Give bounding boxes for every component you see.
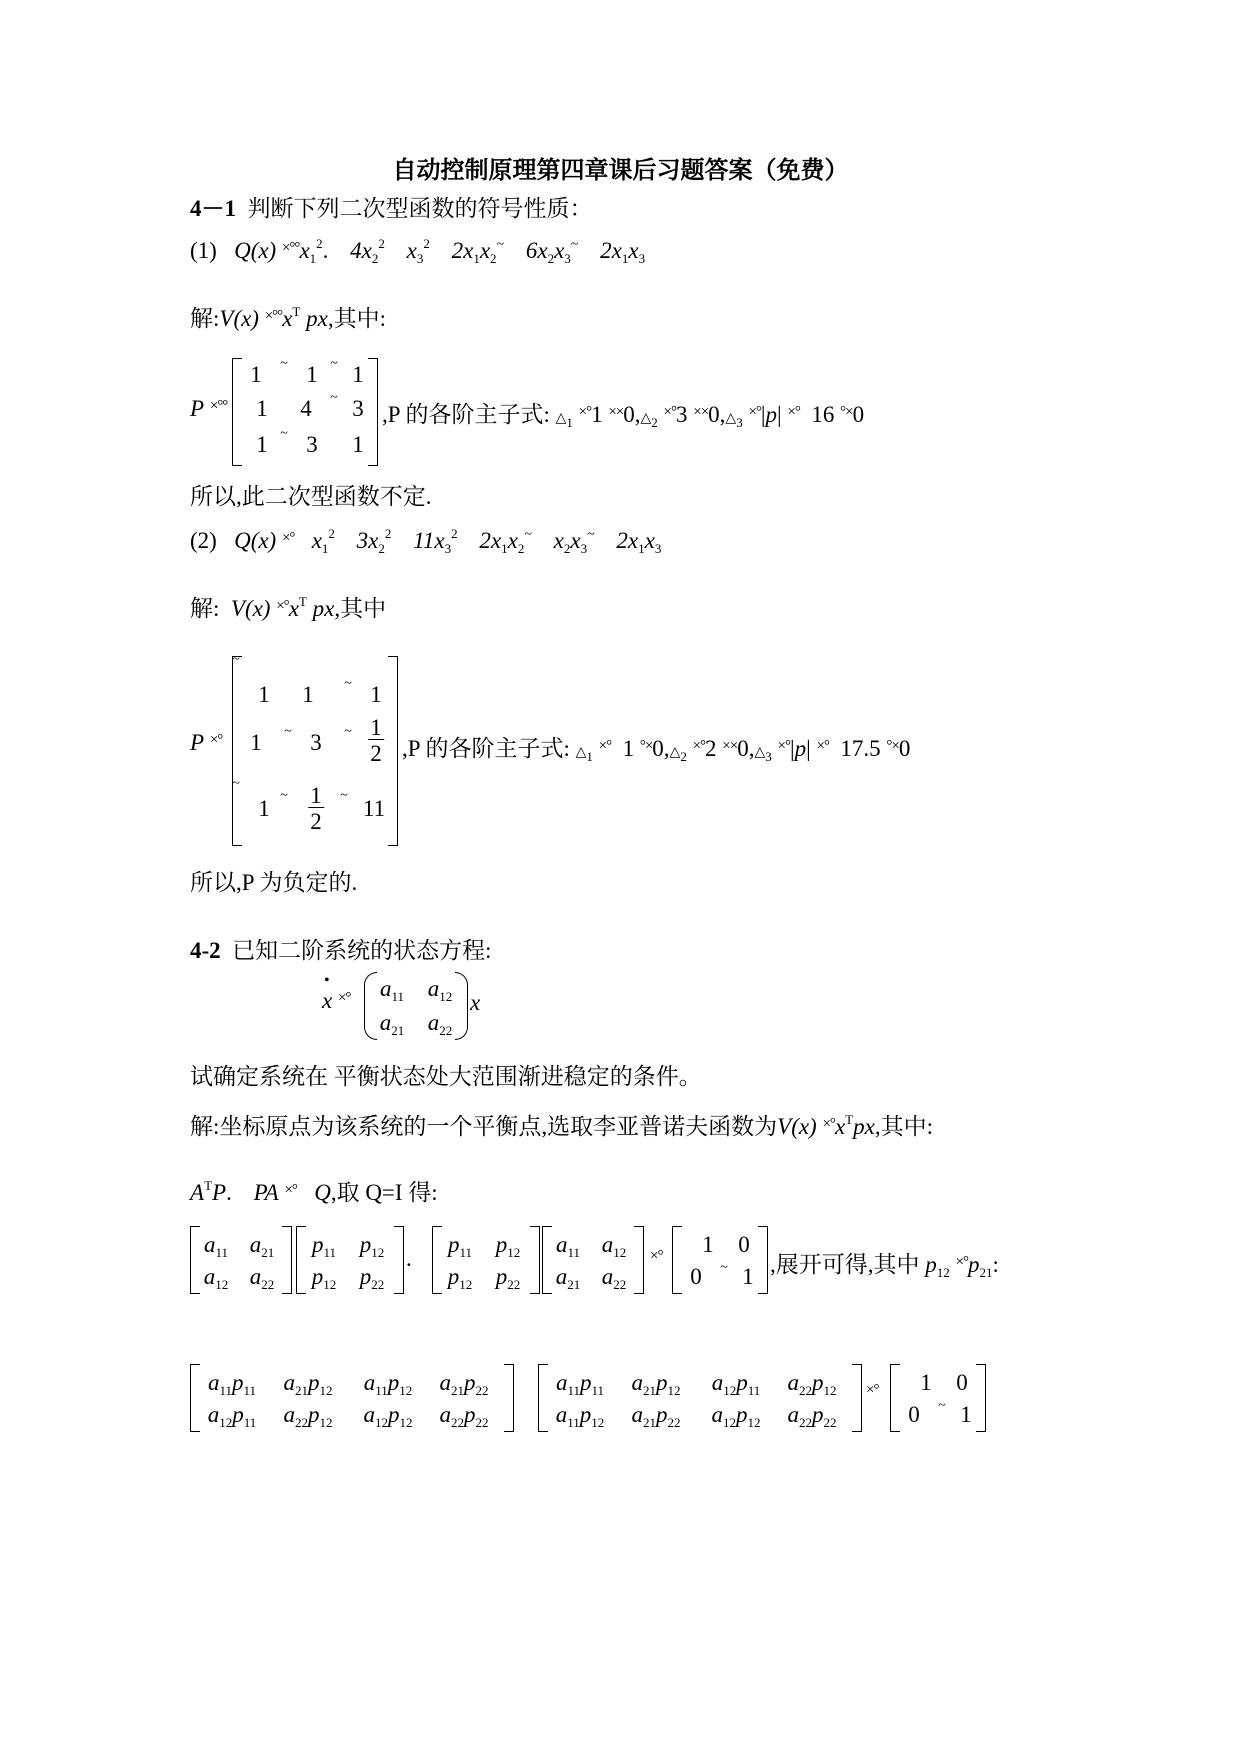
matrix-cell: $a_{22}p_{12}$ xyxy=(283,1402,333,1430)
term: 2x xyxy=(600,238,622,263)
quadratic-form-2: (2) Q(x) ×° $x_1^2$ $3x_2^2$ $11x_3^2$ $2x_1x_2^\sim$ $x_2x_3^\sim$ $2x_1x_3$ xyxy=(190,526,662,556)
matrix-cell: $a_{22}$ xyxy=(427,1010,453,1038)
conclusion-2: 所以,P 为负定的. xyxy=(190,870,358,895)
minor-value: 0 xyxy=(898,736,911,761)
matrix-cell: $a_{21}$ xyxy=(249,1232,275,1260)
matrix-cell: 1 xyxy=(256,396,268,421)
matrix-cell: $a_{11}p_{12}$ xyxy=(555,1402,605,1430)
sol-prefix: 解: xyxy=(190,596,220,621)
minor-value: 2 xyxy=(705,736,717,761)
matrix-cell: $p_{12}$ xyxy=(447,1264,473,1292)
term: x xyxy=(311,528,322,553)
principal-minors-2: ,P 的各阶主子式: $\triangle_1$ ×° 1 $^{^\circ\times}0,\triangle_2$ ×°2 $^{\times\times}0,\triangle_3$ ×°|p| ×° 17.5 °×0 xyxy=(402,736,911,764)
matrix-cell: 3 xyxy=(306,432,318,457)
matrix-cell: $a_{12}$ xyxy=(601,1232,627,1260)
term: 11x xyxy=(413,528,445,553)
identity-matrix: 1 0 0 ~ 1 xyxy=(672,1226,768,1294)
matrix-cell: 1 xyxy=(352,362,364,387)
principal-minors-1: ,P 的各阶主子式: $\triangle_1$ ×°1 $^{\times\times}0,\triangle_2$ ×°3 $^{\times\times}0,\triangle_3$ ×°|p| ×° 16 °×0 xyxy=(382,402,865,430)
q-symbol: Q xyxy=(314,1180,331,1205)
matrix-cell: 1 xyxy=(250,730,262,755)
term: 2x xyxy=(451,238,474,263)
state-matrix xyxy=(364,972,468,1040)
matrix-cell: $p_{12}$ xyxy=(495,1232,521,1260)
term: 3x xyxy=(356,528,379,553)
matrix-2: ~ 1 1 ~ 1 1 ~ 3 ~ $\frac{1}{2}$ ~ 1 ~ $\frac{1}{2}$ ~ 11 xyxy=(232,656,398,846)
lyapunov-equation: $A^TP$. PA ×° Q,取 Q=I 得: xyxy=(190,1178,438,1205)
matrix-cell: $a_{22}$ xyxy=(601,1264,627,1292)
minor-value: 3 xyxy=(676,402,688,427)
p-symbol: P xyxy=(190,730,205,755)
minors-text: ,P 的各阶主子式: xyxy=(382,402,550,427)
matrix-p xyxy=(296,1226,404,1294)
matrix-cell: $p_{22}$ xyxy=(495,1264,521,1292)
term: 4x xyxy=(350,238,372,263)
minor-value: 17.5 xyxy=(840,736,881,761)
matrix-cell: $a_{21}p_{22}$ xyxy=(631,1402,681,1430)
problem-label: 4-2 xyxy=(190,938,221,963)
matrix-cell: 0 xyxy=(738,1232,750,1257)
minor-value: 0, xyxy=(652,736,670,761)
matrix-cell: $a_{11}$ xyxy=(203,1232,229,1260)
problem-text: 判断下列二次型函数的符号性质： xyxy=(247,196,593,221)
problem-label: 4－1 xyxy=(190,196,236,221)
a-symbol: A xyxy=(190,1180,205,1205)
solution-1-intro: 解:V(x) $^{\times^\circ^\circ}x^T$ px,其中: xyxy=(190,304,386,331)
conclusion-1: 所以,此二次型函数不定. xyxy=(190,484,432,509)
v-function: V(x) xyxy=(777,1114,817,1139)
problem-text: 已知二阶系统的状态方程: xyxy=(232,938,492,963)
sol-prefix: 解: xyxy=(190,306,220,331)
sol-expr: x xyxy=(282,306,293,331)
identity-matrix: 1 0 0 ~ 1 xyxy=(890,1364,986,1432)
term: 6x xyxy=(525,238,548,263)
problem-4-1-heading xyxy=(190,190,593,223)
matrix-a xyxy=(542,1226,644,1294)
item-label: (1) xyxy=(190,238,217,263)
x-dot: • x xyxy=(322,972,333,1013)
matrix-cell: 1 xyxy=(250,362,262,387)
p21-symbol: p xyxy=(967,1252,980,1277)
fraction xyxy=(308,784,324,833)
matrix-cell: $a_{21}p_{12}$ xyxy=(631,1370,681,1398)
matrix-cell: 1 xyxy=(742,1264,754,1289)
expand-text: ,展开可得,其中 $p_{12}$ $^{\times^\circ}p_{21}$: xyxy=(770,1252,999,1280)
matrix-cell: 0 xyxy=(690,1264,702,1289)
matrix-cell: 1 xyxy=(302,682,314,707)
matrix-cell: 1 xyxy=(258,796,270,821)
matrix-cell: $p_{12}$ xyxy=(359,1232,385,1260)
state-equation-lhs: • x ×° xyxy=(322,972,351,1013)
matrix-a-transpose xyxy=(190,1226,292,1294)
problem-4-2-heading xyxy=(190,932,492,965)
matrix-cell: 1 xyxy=(258,682,270,707)
expanded-matrix-1 xyxy=(190,1364,514,1432)
denominator: 2 xyxy=(310,809,322,834)
sol-expr: x xyxy=(288,596,299,621)
minor-value: 1 xyxy=(591,402,603,427)
matrix-cell: $a_{12}p_{11}$ xyxy=(207,1402,257,1430)
matrix-1: 1 ~ 1 ~ 1 1 4 ~ 3 1 ~ 3 1 xyxy=(232,358,378,466)
minor-value: 0 xyxy=(852,402,865,427)
matrix-cell: $a_{11}$ xyxy=(555,1232,581,1260)
p-symbol: P xyxy=(212,1180,227,1205)
matrix-cell: 4 xyxy=(300,396,312,421)
page-title: 自动控制原理第四章课后习题答案（免费） xyxy=(392,158,849,184)
q-function: Q(x) xyxy=(234,238,277,263)
plus-glyph: . xyxy=(406,1246,412,1271)
matrix-cell: 3 xyxy=(310,730,322,755)
matrix-cell: $a_{11}p_{11}$ xyxy=(207,1370,257,1398)
matrix-cell: 0 xyxy=(908,1402,920,1427)
matrix-cell: 11 xyxy=(362,796,386,821)
matrix-cell: $a_{12}$ xyxy=(427,976,453,1004)
minor-value: 0, xyxy=(737,736,755,761)
expanded-matrix-2 xyxy=(538,1364,862,1432)
matrix-cell: $a_{12}p_{11}$ xyxy=(711,1370,761,1398)
matrix-cell: 1 xyxy=(370,682,382,707)
matrix-cell: $a_{12}$ xyxy=(203,1264,229,1292)
matrix-cell: 3 xyxy=(352,396,364,421)
equals-glyph: ×° xyxy=(650,1248,663,1264)
x-symbol: x xyxy=(322,988,333,1013)
matrix-cell: $a_{22}p_{12}$ xyxy=(787,1370,837,1398)
matrix-1-label: P ×°° xyxy=(190,396,228,421)
sol-px: px xyxy=(306,306,328,331)
solution-2-intro: 解: V(x) $^{\times^\circ}x^T$ px,其中 xyxy=(190,594,387,621)
matrix-cell: $a_{21}p_{22}$ xyxy=(439,1370,489,1398)
matrix-cell: 1 xyxy=(960,1402,972,1427)
minor-value: 0, xyxy=(623,402,641,427)
item-label: (2) xyxy=(190,528,217,553)
sol-px: px xyxy=(312,596,335,621)
quadratic-form-1: (1) Q(x) $^{\times^\circ^\circ}x_1^2$. $4x_2^2$ $x_3^2$ $2x_1x_2^\sim$ $6x_2x_3^\sim$ $2x_1x_3$ xyxy=(190,236,646,266)
v-function: V(x) xyxy=(230,596,271,621)
matrix-cell: $a_{21}p_{12}$ xyxy=(283,1370,333,1398)
matrix-cell: 1 xyxy=(920,1370,932,1395)
numerator: 1 xyxy=(370,715,382,740)
sol-tail: ,其中: xyxy=(874,1114,933,1139)
sol-suffix: ,其中: xyxy=(327,306,386,331)
pa-symbol: PA xyxy=(253,1180,279,1205)
term: 2x xyxy=(616,528,639,553)
matrix-cell: $p_{22}$ xyxy=(359,1264,385,1292)
equals-glyph: ×° xyxy=(866,1382,879,1398)
matrix-cell: $p_{11}$ xyxy=(447,1232,473,1260)
minors-text: ,P 的各阶主子式: xyxy=(402,736,570,761)
expand-label: ,展开可得,其中 xyxy=(770,1252,920,1277)
matrix-cell: $a_{21}$ xyxy=(555,1264,581,1292)
matrix-cell: $a_{22}p_{22}$ xyxy=(787,1402,837,1430)
numerator: 1 xyxy=(310,783,322,808)
matrix-cell: $a_{22}$ xyxy=(249,1264,275,1292)
matrix-cell: $a_{12}p_{12}$ xyxy=(363,1402,413,1430)
q-function: Q(x) xyxy=(234,528,277,553)
matrix-cell: $a_{11}p_{12}$ xyxy=(363,1370,413,1398)
v-function: V(x) xyxy=(219,306,259,331)
state-rhs: x xyxy=(470,990,481,1015)
lyap-tail: ,取 Q=I 得: xyxy=(330,1180,438,1205)
fraction xyxy=(368,716,384,765)
matrix-cell: 1 xyxy=(256,432,268,457)
matrix-cell: $p_{11}$ xyxy=(311,1232,337,1260)
term: 2x xyxy=(479,528,502,553)
matrix-cell: $a_{11}$ xyxy=(379,976,405,1004)
matrix-cell: $a_{21}$ xyxy=(379,1010,405,1038)
term: x xyxy=(299,238,310,263)
matrix-p xyxy=(432,1226,540,1294)
matrix-cell: $a_{22}p_{22}$ xyxy=(439,1402,489,1430)
matrix-2-label: P ×° xyxy=(190,730,223,755)
p-symbol: P xyxy=(190,396,205,421)
matrix-cell: $p_{12}$ xyxy=(311,1264,337,1292)
matrix-cell: 1 xyxy=(306,362,318,387)
solution-4-2: 解:坐标原点为该系统的一个平衡点,选取李亚普诺夫函数为V(x) $^{\times^\circ}x^Tpx$,其中: xyxy=(190,1112,933,1139)
p12-symbol: p xyxy=(925,1252,937,1277)
denominator: 2 xyxy=(370,741,382,766)
matrix-cell: 0 xyxy=(956,1370,968,1395)
matrix-cell: 1 xyxy=(702,1232,714,1257)
minor-value: 16 xyxy=(811,402,835,427)
matrix-cell: 1 xyxy=(352,432,364,457)
sol-text: 解:坐标原点为该系统的一个平衡点,选取李亚普诺夫函数为 xyxy=(190,1114,778,1139)
task-text: 试确定系统在 平衡状态处大范围渐进稳定的条件。 xyxy=(190,1064,702,1089)
term: x xyxy=(553,528,564,553)
term: x xyxy=(406,238,417,263)
minor-value: 0, xyxy=(708,402,726,427)
equals-glyph: ×°° xyxy=(281,240,300,256)
sol-suffix: ,其中 xyxy=(334,596,387,621)
matrix-cell: $a_{11}p_{11}$ xyxy=(555,1370,605,1398)
matrix-cell: $a_{12}p_{12}$ xyxy=(711,1402,761,1430)
minor-value: 1 xyxy=(622,736,635,761)
